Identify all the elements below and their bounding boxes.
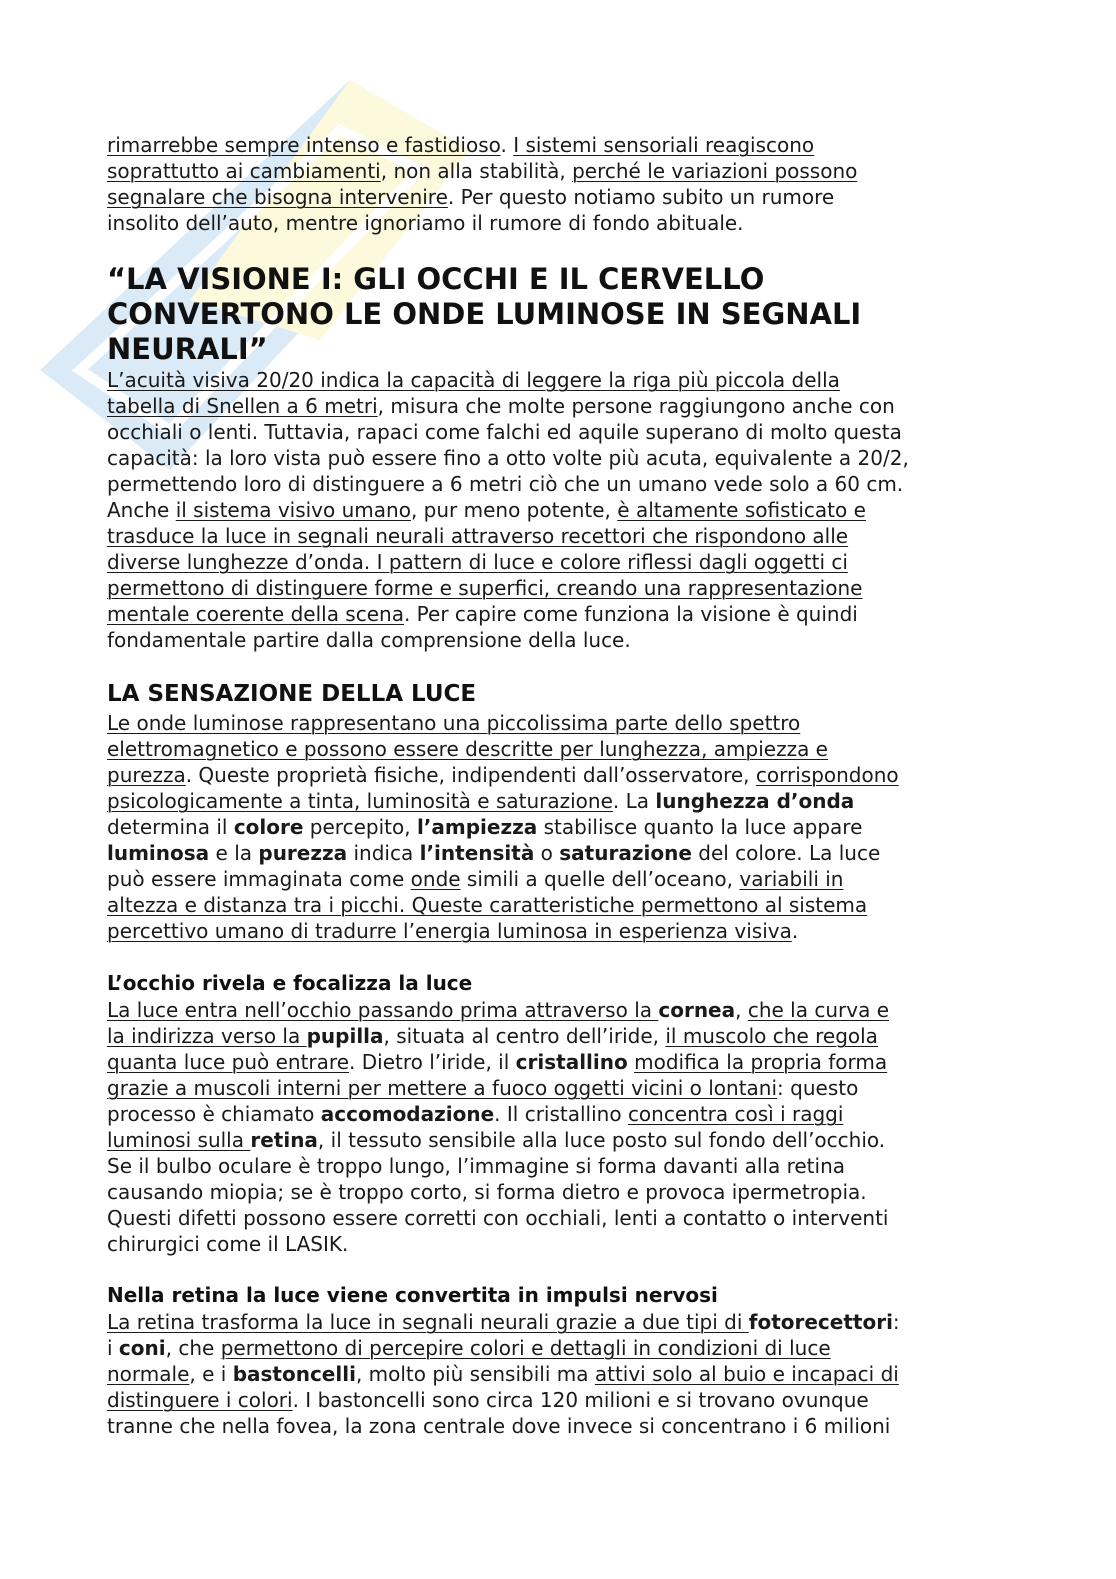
text-run: può essere immaginata come [107,867,411,891]
text-line [107,132,1067,158]
bold-term: fotorecettori [748,1310,893,1334]
bold-term: l’intensità [419,841,535,865]
text-run: causando miopia; se è troppo corto, si forma dietro e provoca ipermetropia. [107,1180,867,1204]
text-run: , il tessuto sensibile alla luce posto sul fondo dell’occhio. [317,1128,886,1152]
text-line [107,184,1067,210]
text-line [107,918,1067,944]
underlined-text: variabili in [739,867,844,891]
bold-term: purezza [258,841,348,865]
underlined-text: quanta luce può entrare [107,1050,350,1074]
underlined-text: percettivo umano di tradurre l’energia luminosa in esperienza visiva [107,919,792,943]
bold-term: saturazione [559,841,692,865]
text-run: . [500,133,514,157]
bold-term: cornea [658,998,736,1022]
text-line [107,814,1067,840]
text-run: del colore. La luce [691,841,881,865]
text-run: LA SENSAZIONE DELLA LUCE [107,681,477,707]
text-run: i [107,1336,119,1360]
underlined-text: rimarrebbe sempre intenso e fastidioso [107,133,501,157]
underlined-text: distinguere i colori [107,1388,293,1412]
underlined-text: purezza [107,763,186,787]
text-line [107,970,1067,996]
paragraph [107,132,1067,236]
text-line [107,1179,1067,1205]
text-run: . Queste proprietà fisiche, indipendenti dall’osservatore, [185,763,756,787]
text-line [107,1205,1067,1231]
text-run: processo è chiamato [107,1102,321,1126]
text-run: stabilisce quanto la luce appare [537,815,863,839]
bold-term: luminosa [107,841,210,865]
text-line [107,1153,1067,1179]
underlined-text: La retina trasforma la luce in segnali neurali grazie a due tipi di [107,1310,749,1334]
underlined-text: la indirizza verso la [107,1024,307,1048]
text-line [107,627,1067,653]
text-line [107,297,1067,332]
text-line [107,262,1067,297]
underlined-text: normale [107,1362,190,1386]
underlined-text: Le onde luminose rappresentano una piccolissima parte dello spettro [107,711,801,735]
text-line [107,367,1067,393]
text-run: : [892,1310,900,1334]
bold-term: bastoncelli [232,1362,356,1386]
bold-term: l’ampiezza [416,815,538,839]
text-line [107,549,1067,575]
text-line [107,1413,1067,1439]
text-line [107,1335,1067,1361]
text-line [107,788,1067,814]
text-run: chirurgici come il LASIK. [107,1232,349,1256]
text-line [107,445,1067,471]
paragraph [107,997,1067,1257]
underlined-text: elettromagnetico e possono essere descritte per lunghezza, ampiezza e [107,737,828,761]
underlined-text: permettono di distinguere forme e superfici, creando una rappresentazione [107,576,863,600]
underlined-text: trasduce la luce in segnali neurali attraverso recettori che rispondono alle [107,524,849,548]
text-run: , non alla stabilità, [380,159,573,183]
underlined-text: diverse lunghezze d’onda. I pattern di luce e colore riflessi dagli oggetti ci [107,550,848,574]
text-run: capacità: la loro vista può essere fino a otto volte più acuta, equivalente a 20/2, [107,446,909,470]
underlined-text: altezza e distanza tra i picchi. Queste caratteristiche permettono al sistema [107,893,868,917]
subsection-heading [107,970,1067,996]
underlined-text: concentra così i raggi [627,1102,844,1126]
text-run: “LA VISIONE I: GLI OCCHI E IL CERVELLO [107,262,765,296]
text-line [107,1049,1067,1075]
text-run: CONVERTONO LE ONDE LUMINOSE IN SEGNALI [107,297,862,331]
underlined-text: onde [410,867,461,891]
text-run: e la [209,841,259,865]
text-run: , [735,998,748,1022]
text-run: percepito, [303,815,417,839]
text-run: , situata al centro dell’iride, [383,1024,666,1048]
text-line [107,762,1067,788]
text-line [107,710,1067,736]
bold-term: pupilla [306,1024,384,1048]
text-run: Se il bulbo oculare è troppo lungo, l’immagine si forma davanti alla retina [107,1154,846,1178]
bold-term: cristallino [515,1050,628,1074]
underlined-text: L’acuità visiva 20/20 indica la capacità di leggere la riga più piccola della [107,368,840,392]
underlined-text: il sistema visivo umano [175,498,411,522]
text-run: indica [347,841,420,865]
text-run: . La [612,789,656,813]
underlined-text: soprattutto ai cambiamenti [107,159,381,183]
text-run: . Dietro l’iride, il [349,1050,516,1074]
text-line [107,601,1067,627]
text-run: determina il [107,815,234,839]
text-run: L’occhio rivela e focalizza la luce [107,971,473,995]
text-line [107,866,1067,892]
text-line [107,1387,1067,1413]
underlined-text: segnalare che bisogna intervenire [107,185,448,209]
text-line [107,1231,1067,1257]
text-line [107,523,1067,549]
underlined-text: è altamente sofisticato e [617,498,866,522]
text-line [107,736,1067,762]
underlined-text: corrispondono [755,763,899,787]
text-run: occhiali o lenti. Tuttavia, rapaci come falchi ed aquile superano di molto questa [107,420,902,444]
text-run: , e i [189,1362,233,1386]
text-line [107,680,1067,708]
paragraph [107,1309,1067,1439]
text-line [107,332,1067,367]
text-line [107,1282,1067,1308]
text-line [107,210,1067,236]
underlined-text: tabella di Snellen a 6 metri [107,394,378,418]
section-heading [107,680,1067,708]
text-run: o [534,841,560,865]
text-run: . Per capire come funziona la visione è quindi [403,602,858,626]
text-run: . Il cristallino [494,1102,628,1126]
text-run: Anche [107,498,176,522]
text-run: insolito dell’auto, mentre ignoriamo il rumore di fondo abituale. [107,211,744,235]
paragraph [107,710,1067,944]
text-run: fondamentale partire dalla comprensione della luce. [107,628,631,652]
text-run: . I bastoncelli sono circa 120 milioni e si trovano ovunque [292,1388,869,1412]
text-run: . [791,919,799,943]
text-line [107,1361,1067,1387]
bold-term: accomodazione [320,1102,495,1126]
text-line [107,1023,1067,1049]
text-line [107,1101,1067,1127]
underlined-text: modifica la propria forma [634,1050,888,1074]
underlined-text: psicologicamente a tinta, luminosità e saturazione [107,789,613,813]
bold-term: colore [233,815,304,839]
text-run: Questi difetti possono essere corretti con occhiali, lenti a contatto o interventi [107,1206,889,1230]
underlined-text: che la curva e [747,998,889,1022]
text-run: tranne che nella fovea, la zona centrale dove invece si concentrano i 6 milioni [107,1414,891,1438]
text-line [107,393,1067,419]
paragraph [107,367,1067,653]
underlined-text: attivi solo al buio e incapaci di [594,1362,899,1386]
underlined-text: La luce entra nell’occhio passando prima attraverso la [107,998,659,1022]
bold-term: retina [250,1128,318,1152]
text-run: Nella retina la luce viene convertita in impulsi nervosi [107,1283,718,1307]
text-line [107,497,1067,523]
text-line [107,575,1067,601]
text-line [107,892,1067,918]
text-run: , pur meno potente, [410,498,618,522]
underlined-text: mentale coerente della scena [107,602,404,626]
underlined-text: permettono di percepire colori e dettagli in condizioni di luce [220,1336,831,1360]
bold-term: lunghezza d’onda [655,789,855,813]
underlined-text: I sistemi sensoriali reagiscono [513,133,815,157]
underlined-text: il muscolo che regola [665,1024,878,1048]
text-run: simili a quelle dell’oceano, [460,867,740,891]
text-run: , misura che molte persone raggiungono anche con [377,394,895,418]
text-line [107,840,1067,866]
text-line [107,1309,1067,1335]
section-heading [107,262,1067,367]
text-line [107,1127,1067,1153]
text-line [107,997,1067,1023]
text-run: NEURALI” [107,332,268,366]
underlined-text: perché le variazioni possono [572,159,858,183]
text-run: , molto più sensibili ma [355,1362,595,1386]
underlined-text: grazie a muscoli interni per mettere a fuoco oggetti vicini o lontani [107,1076,778,1100]
bold-term: coni [118,1336,166,1360]
subsection-heading [107,1282,1067,1308]
text-line [107,419,1067,445]
text-run: , che [165,1336,221,1360]
text-run: . Per questo notiamo subito un rumore [447,185,835,209]
text-run: : questo [777,1076,859,1100]
text-line [107,158,1067,184]
underlined-text: luminosi sulla [107,1128,251,1152]
text-line [107,471,1067,497]
text-line [107,1075,1067,1101]
text-run: permettendo loro di distinguere a 6 metri ciò che un umano vede solo a 60 cm. [107,472,904,496]
